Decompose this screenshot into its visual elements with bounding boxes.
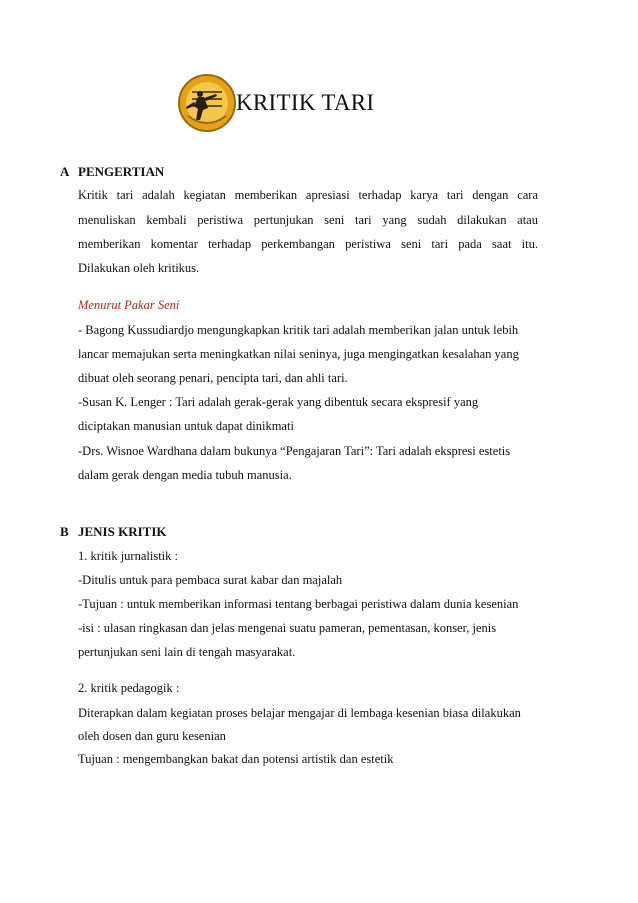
section-a-para-line: Dilakukan oleh kritikus.	[78, 261, 200, 275]
document-title: KRITIK TARI	[236, 90, 375, 115]
section-b-letter: B	[60, 524, 69, 539]
expert-line: dalam gerak dengan media tubuh manusia.	[78, 468, 292, 482]
section-a-title: PENGERTIAN	[78, 164, 165, 179]
kritik-item-line: 2. kritik pedagogik :	[78, 681, 180, 695]
expert-line: dibuat oleh seorang penari, pencipta tari, dan ahli tari.	[78, 371, 348, 385]
expert-line: lancar memajukan serta meningkatkan nilai seninya, juga mengingatkan kesalahan yang	[78, 347, 519, 361]
kritik-item-line: 1. kritik jurnalistik :	[78, 549, 178, 563]
section-b-title: JENIS KRITIK	[78, 524, 167, 539]
section-a-para-line: Kritik tari adalah kegiatan memberikan apresiasi terhadap karya tari dengan cara	[78, 188, 538, 202]
section-a-para-line: menuliskan kembali peristiwa pertunjukan seni tari yang sudah dilakukan atau	[78, 213, 538, 227]
kritik-item-line: -Tujuan : untuk memberikan informasi tentang berbagai peristiwa dalam dunia kesenian	[78, 597, 519, 611]
expert-line: -Susan K. Lenger : Tari adalah gerak-gerak yang dibentuk secara ekspresif yang	[78, 395, 479, 409]
expert-line: diciptakan manusian untuk dapat dinikmati	[78, 419, 294, 433]
section-a-letter: A	[60, 164, 70, 179]
expert-subheading: Menurut Pakar Seni	[78, 298, 180, 312]
kritik-item-line: pertunjukan seni lain di tengah masyarakat.	[78, 645, 296, 659]
kritik-item-line: Diterapkan dalam kegiatan proses belajar mengajar di lembaga kesenian biasa dilakukan	[78, 706, 521, 720]
section-a-para-line: memberikan komentar terhadap perkembangan peristiwa seni tari pada saat itu.	[78, 237, 538, 251]
kritik-item-line: -Ditulis untuk para pembaca surat kabar dan majalah	[78, 573, 343, 587]
section-a-heading	[60, 164, 164, 180]
dancer-emblem-icon	[176, 72, 238, 134]
section-b-heading	[60, 524, 167, 540]
kritik-item-line: Tujuan : mengembangkan bakat dan potensi artistik dan estetik	[78, 752, 394, 766]
kritik-item-line: oleh dosen dan guru kesenian	[78, 729, 226, 743]
kritik-item-line: -isi : ulasan ringkasan dan jelas mengenai suatu pameran, pementasan, konser, jenis	[78, 621, 497, 635]
expert-line: - Bagong Kussudiardjo mengungkapkan kritik tari adalah memberikan jalan untuk lebih	[78, 323, 519, 337]
expert-line: -Drs. Wisnoe Wardhana dalam bukunya “Pengajaran Tari”: Tari adalah ekspresi estetis	[78, 444, 511, 458]
